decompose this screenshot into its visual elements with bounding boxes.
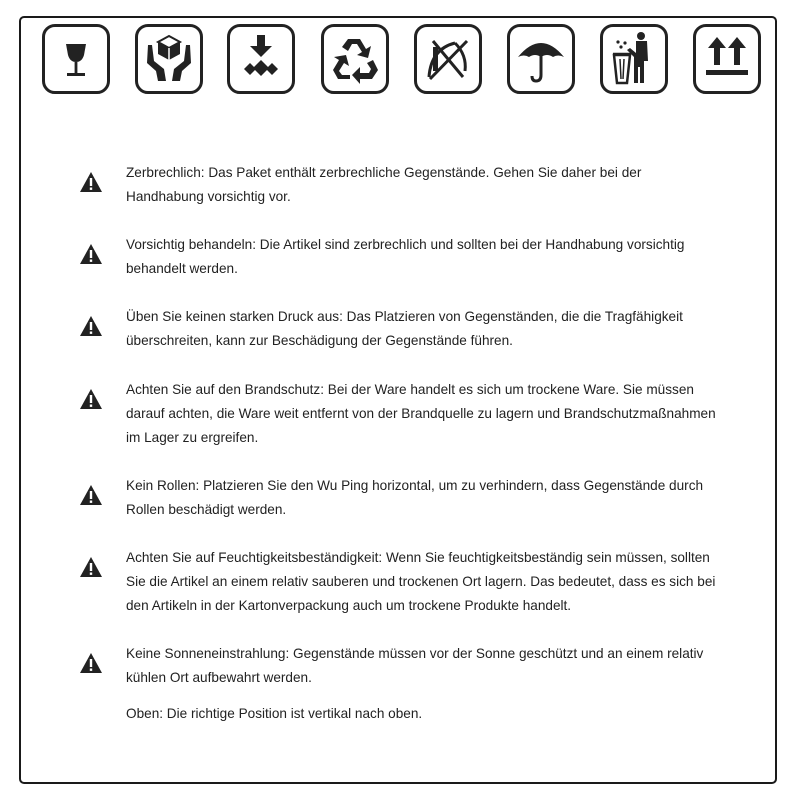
- this-way-up-icon: [693, 24, 761, 94]
- warning-icon: [79, 556, 103, 578]
- warning-icon: [79, 315, 103, 337]
- recycle-icon: [321, 24, 389, 94]
- keep-dry-umbrella-icon: [507, 24, 575, 94]
- note-text: Üben Sie keinen starken Druck aus: Das Platzieren von Gegenständen, die die Tragfähigkeit überschreiten, kann zur Beschädigung der Gegenstände führen.: [126, 309, 683, 348]
- note-text: Keine Sonneneinstrahlung: Gegenstände müssen vor der Sonne geschützt und an einem relativ kühlen Ort aufbewahrt werden.: [126, 646, 704, 685]
- fragile-glass-icon: [42, 24, 110, 94]
- no-stacking-pressure-icon: [227, 24, 295, 94]
- handling-symbols-row: [21, 24, 741, 114]
- warning-icon: [79, 652, 103, 674]
- note-text: Zerbrechlich: Das Paket enthält zerbrechliche Gegenstände. Gehen Sie daher bei der Handhabung vorsichtig vor.: [126, 165, 642, 204]
- warning-icon: [79, 243, 103, 265]
- warning-icon: [79, 484, 103, 506]
- no-rolling-icon: [414, 24, 482, 94]
- note-text: Achten Sie auf den Brandschutz: Bei der Ware handelt es sich um trockene Ware. Sie müssen darauf achten, die Ware weit entfernt von der Brandquelle zu lagern und Brandschutzmaßnahmen im Lager zu ergreifen.: [126, 382, 716, 445]
- dispose-in-bin-icon: [600, 24, 668, 94]
- warning-icon: [79, 171, 103, 193]
- warning-icon: [79, 388, 103, 410]
- handle-with-care-icon: [135, 24, 203, 94]
- note-text: Achten Sie auf Feuchtigkeitsbeständigkeit: Wenn Sie feuchtigkeitsbeständig sein müssen, sollten Sie die Artikel an einem relativ sauberen und trockenen Ort lagern. Das bedeutet, dass es sich bei den Artikeln in der Kartonverpackung auch um trockene Produkte handelt.: [126, 550, 716, 613]
- note-this-way-up: Oben: Die richtige Position ist vertikal nach oben.: [126, 706, 423, 721]
- note-text: Kein Rollen: Platzieren Sie den Wu Ping horizontal, um zu verhindern, dass Gegenstände durch Rollen beschädigt werden.: [126, 478, 704, 517]
- note-text: Vorsichtig behandeln: Die Artikel sind zerbrechlich und sollten bei der Handhabung vorsichtig behandelt werden.: [126, 237, 685, 276]
